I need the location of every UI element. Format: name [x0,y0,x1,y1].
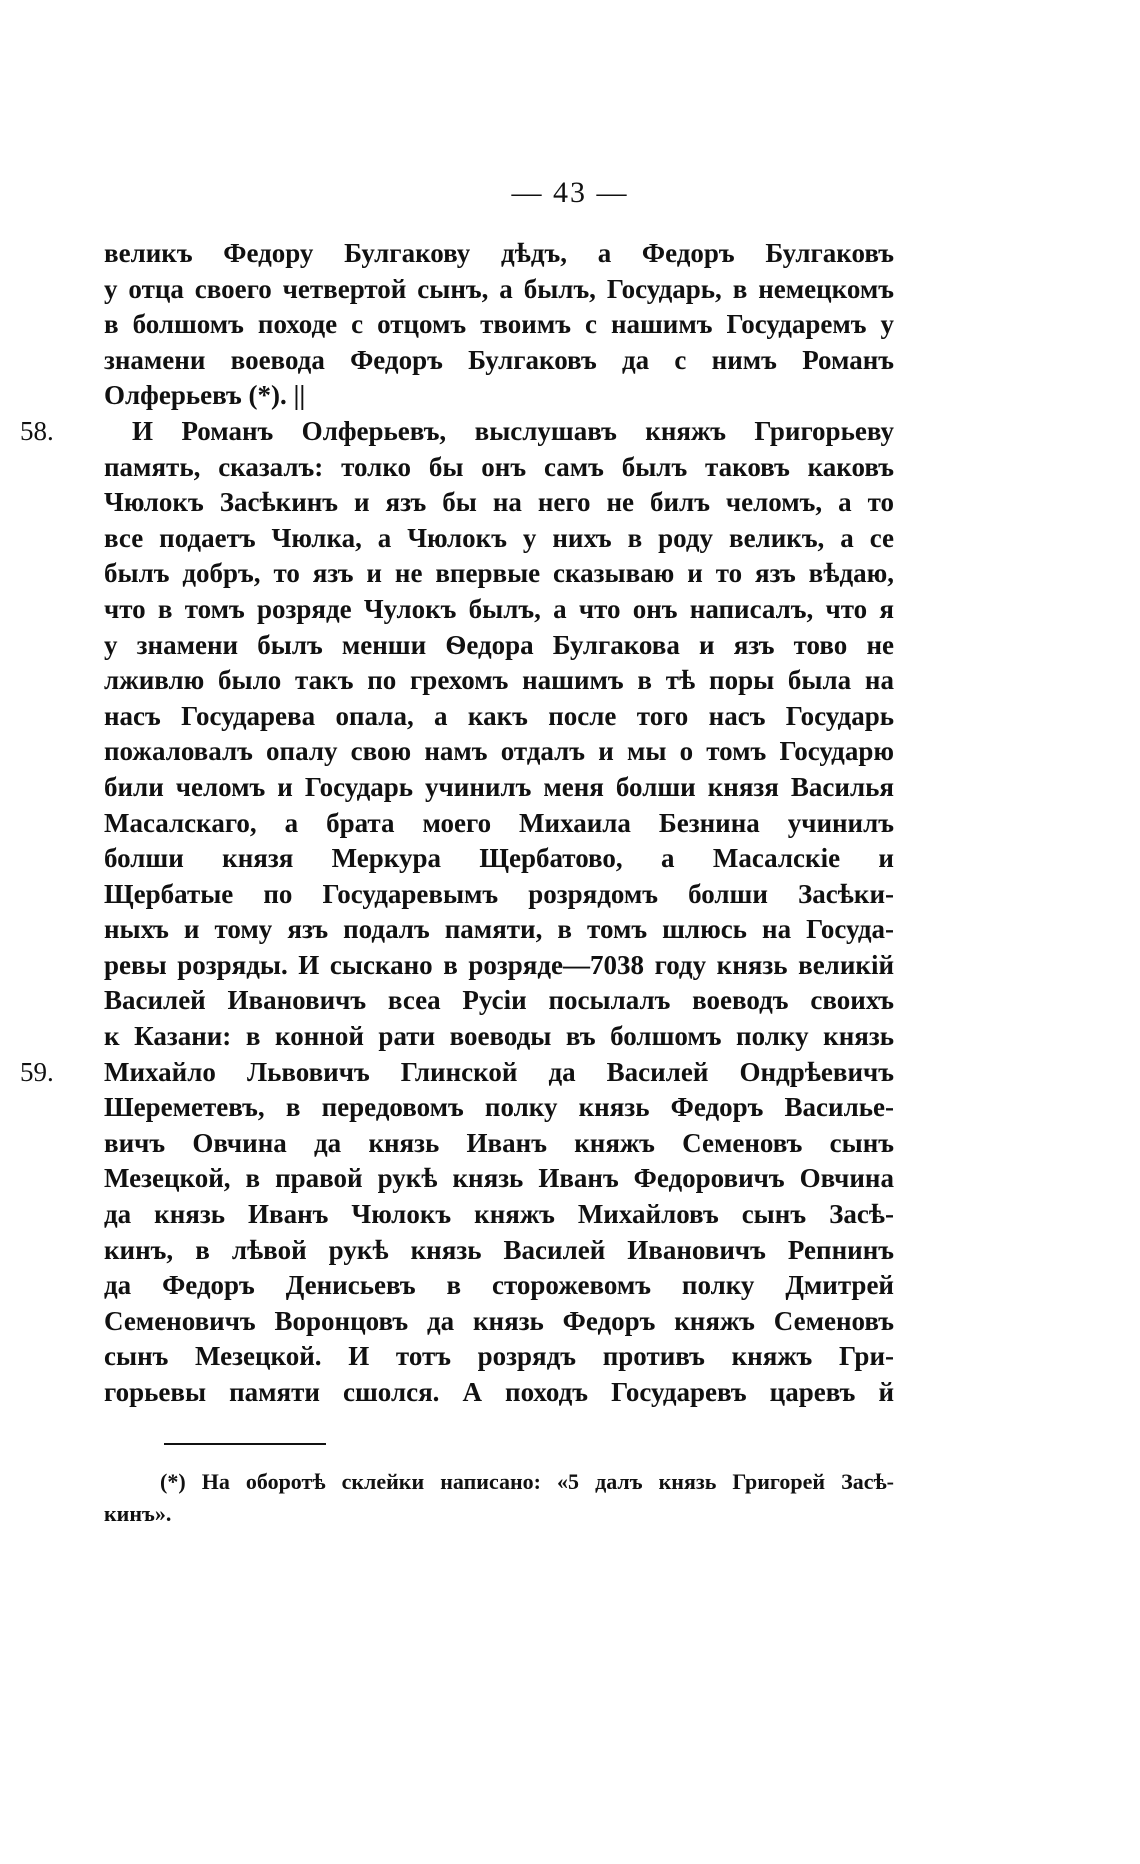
text-line: пожаловалъ опалу свою намъ отдалъ и мы о томъ Государю [104,736,894,767]
text-line: к Казани: в конной рати воеводы въ болшомъ полку князь [104,1021,894,1052]
paragraph-59 [20,1055,894,1091]
text-line: Василей Ивановичъ всеа Русіи посылалъ воеводъ своихъ [104,985,894,1016]
text-line: ревы розряды. И сыскано в розряде—7038 году князь великій [104,949,894,980]
text-line: да князь Иванъ Чюлокъ княжъ Михайловъ сынъ Засѣ- [104,1199,894,1230]
text-line: лживлю было такъ по грехомъ нашимъ в тѣ поры была на [104,665,894,696]
footnote [104,1466,894,1530]
text-line: болши князя Меркура Щербатово, а Масалскіе и [104,843,894,874]
text-line: все подаетъ Чюлка, а Чюлокъ у нихъ в роду великъ, а се [104,522,894,553]
text-line: Семеновичъ Воронцовъ да князь Федоръ княжъ Семеновъ [104,1305,894,1336]
text-line: И Романъ Олферьевъ, выслушавъ княжъ Григорьеву [132,415,894,446]
footnote-line: кинъ». [104,1501,172,1526]
text-line: былъ добръ, то язъ и не впервые сказываю и то язъ вѣдаю, [104,558,894,589]
text-line: Масалскаго, а брата моего Михаила Безнина учинилъ [104,807,894,838]
paragraph-58 [20,414,894,450]
text-line: кинъ, в лѣвой рукѣ князь Василей Ивановичъ Репнинъ [104,1234,894,1265]
main-text [20,236,894,1411]
marginal-number-59: 59. [20,1056,54,1087]
text-line: Мезецкой, в правой рукѣ князь Иванъ Федоровичъ Овчина [104,1163,894,1194]
text-line: у отца своего четвертой сынъ, а былъ, Государь, в немецкомъ [104,273,894,304]
text-line: Олферьевъ (*). || [104,380,306,411]
text-line: Михайло Львовичъ Глинской да Василей Ондрѣевичъ [104,1056,894,1087]
text-line: били челомъ и Государь учинилъ меня болши князя Василья [104,771,894,802]
text-line: насъ Государева опала, а какъ после того насъ Государь [104,700,894,731]
page-number: — 43 — [511,176,629,209]
text-line: Щербатые по Государевымъ розрядомъ болши Засѣки- [104,878,894,909]
text-line: в болшомъ походе с отцомъ твоимъ с нашимъ Государемъ у [104,309,894,340]
text-line: вичъ Овчина да князь Иванъ княжъ Семеновъ сынъ [104,1127,894,1158]
text-line: великъ Федору Булгакову дѣдъ, а Федоръ Булгаковъ [104,238,894,268]
footnote-line: (*) На оборотѣ склейки написано: «5 далъ князь Григорей Засѣ- [160,1469,894,1494]
text-line: да Федоръ Денисьевъ в сторожевомъ полку Дмитрей [104,1270,894,1301]
text-line: горьевы памяти сшолся. А походъ Государевъ царевъ й [104,1377,894,1407]
footnote-divider [164,1443,326,1445]
text-line: что в томъ розряде Чулокъ былъ, а что онъ написалъ, что я [104,593,894,624]
marginal-number-58: 58. [20,415,54,446]
text-line: Чюлокъ Засѣкинъ и язъ бы на него не билъ челомъ, а то [104,487,894,518]
text-line: память, сказалъ: толко бы онъ самъ былъ таковъ каковъ [104,451,894,482]
text-line: сынъ Мезецкой. И тотъ розрядъ противъ княжъ Гри- [104,1341,894,1372]
text-line: знамени воевода Федоръ Булгаковъ да с нимъ Романъ [104,344,894,375]
text-line: ныхъ и тому язъ подалъ памяти, в томъ шлюсь на Госуда- [104,914,894,945]
text-line: у знамени былъ менши Ѳедора Булгакова и язъ тово не [104,629,894,660]
text-line: Шереметевъ, в передовомъ полку князь Федоръ Василье- [104,1092,894,1123]
